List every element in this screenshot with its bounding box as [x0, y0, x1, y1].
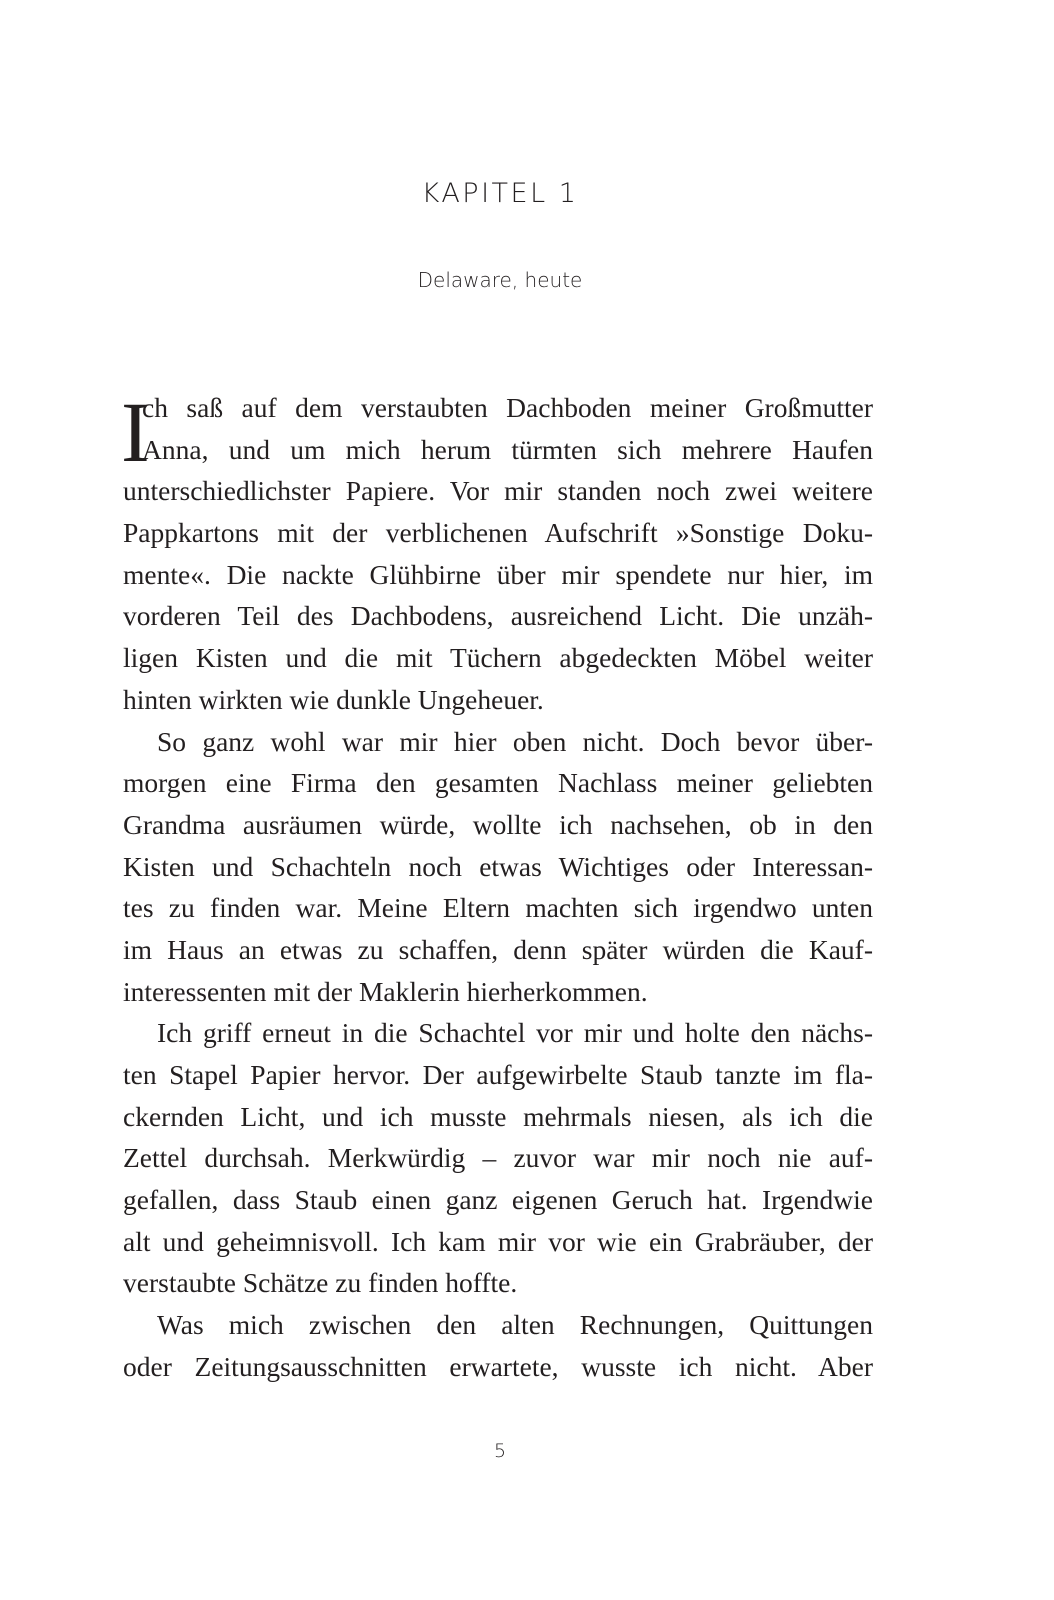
drop-cap: I	[121, 384, 150, 480]
text-line: Anna, und um mich herum türmten sich mehrere Haufen	[142, 433, 873, 465]
text-line: alt und geheimnisvoll. Ich kam mir vor wie ein Grabräuber, der	[123, 1225, 873, 1257]
text-line: ch saß auf dem verstaubten Dachboden meiner Großmutter	[142, 392, 873, 423]
chapter-title: KAPITEL 1	[421, 178, 579, 209]
text-line: morgen eine Firma den gesamten Nachlass meiner geliebten	[123, 767, 873, 799]
page-number: 5	[493, 1440, 507, 1462]
text-line: Was mich zwischen den alten Rechnungen, Quittungen	[157, 1309, 873, 1341]
text-line: tes zu finden war. Meine Eltern machten sich irgendwo unten	[123, 892, 873, 924]
text-line: hinten wirkten wie dunkle Ungeheuer.	[123, 683, 544, 715]
text-line: unterschiedlichster Papiere. Vor mir standen noch zwei weitere	[123, 475, 873, 507]
text-line: interessenten mit der Maklerin hierherkommen.	[123, 975, 648, 1007]
text-line: ligen Kisten und die mit Tüchern abgedeckten Möbel weiter	[123, 642, 873, 674]
text-line: Kisten und Schachteln noch etwas Wichtiges oder Interessan-	[123, 850, 873, 882]
text-line: mente«. Die nackte Glühbirne über mir spendete nur hier, im	[123, 558, 873, 590]
chapter-subtitle: Delaware, heute	[417, 268, 583, 292]
text-line: Zettel durchsah. Merkwürdig – zuvor war mir noch nie auf-	[123, 1142, 873, 1174]
text-line: ckernden Licht, und ich musste mehrmals niesen, als ich die	[123, 1100, 873, 1132]
text-line: ten Stapel Papier hervor. Der aufgewirbelte Staub tanzte im fla-	[123, 1059, 873, 1090]
text-line: Pappkartons mit der verblichenen Aufschrift »Sonstige Doku-	[123, 517, 873, 549]
text-line: Ich griff erneut in die Schachtel vor mir und holte den nächs-	[157, 1017, 873, 1049]
text-line: So ganz wohl war mir hier oben nicht. Doch bevor über-	[157, 725, 873, 757]
text-line: gefallen, dass Staub einen ganz eigenen Geruch hat. Irgendwie	[123, 1184, 873, 1216]
body-text	[121, 384, 873, 1388]
text-line: oder Zeitungsausschnitten erwartete, wusste ich nicht. Aber	[123, 1350, 873, 1382]
text-line: im Haus an etwas zu schaffen, denn später würden die Kauf-	[123, 933, 873, 965]
text-line: Grandma ausräumen würde, wollte ich nachsehen, ob in den	[123, 808, 873, 840]
text-line: vorderen Teil des Dachbodens, ausreichend Licht. Die unzäh-	[123, 600, 873, 632]
text-line: verstaubte Schätze zu finden hoffte.	[123, 1267, 518, 1299]
